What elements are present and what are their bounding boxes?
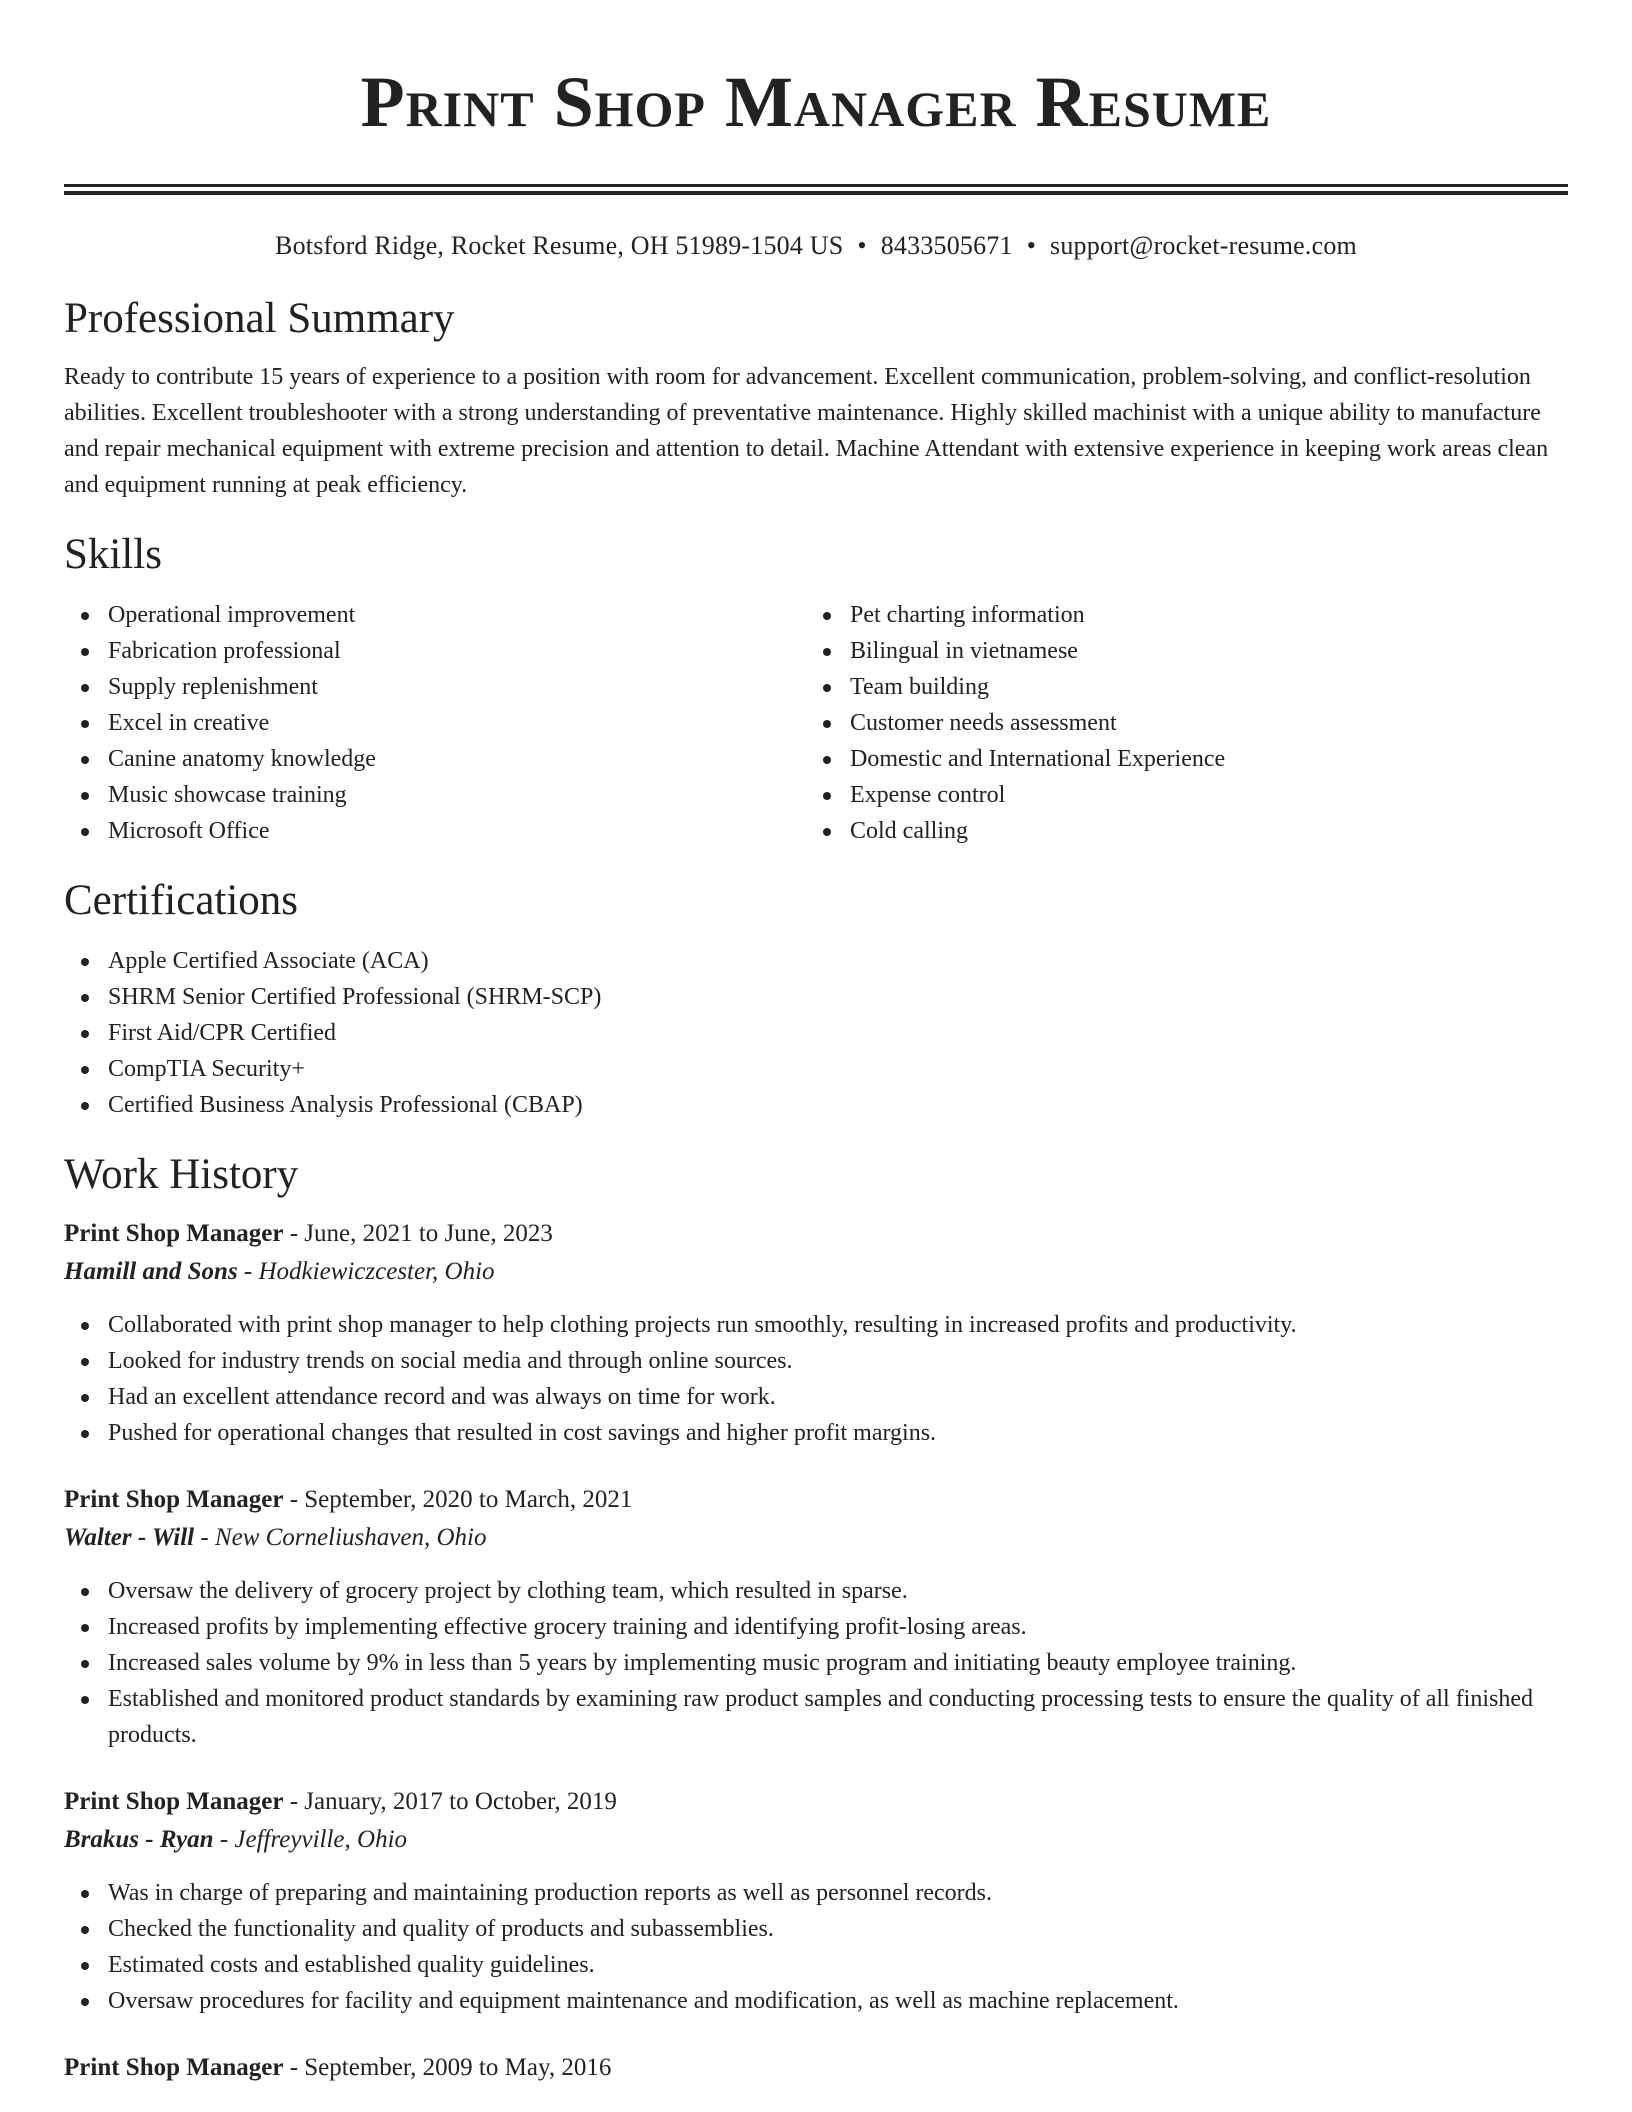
job-employer [64, 1253, 1568, 1291]
title-divider [64, 184, 1568, 195]
skills-list-left [64, 597, 806, 849]
skill-item: Bilingual in vietnamese [806, 633, 1548, 669]
contact-separator: • [1026, 231, 1037, 260]
job-duty-item: Collaborated with print shop manager to help clothing projects run smoothly, resulting in increased profits and productivity. [64, 1307, 1568, 1343]
job-company: Walter - Will [64, 1524, 195, 1551]
job-duty-item: Estimated costs and established quality guidelines. [64, 1947, 1568, 1983]
job-duty-item: Pushed for operational changes that resulted in cost savings and higher profit margins. [64, 1415, 1568, 1451]
job-heading [64, 1215, 1568, 1253]
job-employer [64, 1519, 1568, 1557]
job-duty-item: Oversaw the delivery of grocery project by clothing team, which resulted in sparse. [64, 1573, 1568, 1609]
resume-title: Print Shop Manager Resume [360, 62, 1272, 142]
job-duties-list [64, 1875, 1568, 2019]
skill-item: Operational improvement [64, 597, 806, 633]
contact-separator: • [857, 231, 867, 260]
job-employer [64, 1821, 1568, 1859]
skill-item: Domestic and International Experience [806, 741, 1548, 777]
skill-item: Expense control [806, 777, 1548, 813]
skill-item: Music showcase training [64, 777, 806, 813]
skill-item: Fabrication professional [64, 633, 806, 669]
job-entry [64, 1215, 1568, 1451]
skills-heading: Skills [64, 531, 162, 578]
certification-item: First Aid/CPR Certified [64, 1015, 1568, 1051]
certification-item: CompTIA Security+ [64, 1051, 1568, 1087]
certifications-heading: Certifications [64, 877, 299, 924]
skill-item: Customer needs assessment [806, 705, 1548, 741]
job-heading [64, 1783, 1568, 1821]
job-duty-item: Increased sales volume by 9% in less than 5 years by implementing music program and initiating beauty employee training. [64, 1645, 1568, 1681]
job-duty-item: Looked for industry trends on social media and through online sources. [64, 1343, 1568, 1379]
skill-item: Canine anatomy knowledge [64, 741, 806, 777]
job-duty-item: Increased profits by implementing effective grocery training and identifying profit-losing areas. [64, 1609, 1568, 1645]
skill-item: Excel in creative [64, 705, 806, 741]
job-duties-list [64, 1307, 1568, 1451]
job-title: Print Shop Manager [64, 1486, 284, 1513]
jobs-container [64, 1215, 1568, 2087]
skills-grid [64, 597, 1568, 849]
certification-item: SHRM Senior Certified Professional (SHRM-SCP) [64, 979, 1568, 1015]
skill-item: Pet charting information [806, 597, 1548, 633]
job-duty-item: Established and monitored product standards by examining raw product samples and conducting processing tests to ensure the quality of all finished products. [64, 1681, 1568, 1753]
job-location: - Jeffreyville, Ohio [213, 1826, 408, 1853]
skills-list-right [806, 597, 1548, 849]
job-title: Print Shop Manager [64, 2054, 284, 2081]
job-entry [64, 1481, 1568, 1753]
job-duties-list [64, 1573, 1568, 1753]
summary-heading: Professional Summary [64, 295, 455, 342]
job-duty-item: Oversaw procedures for facility and equipment maintenance and modification, as well as machine replacement. [64, 1983, 1568, 2019]
job-title: Print Shop Manager [64, 1220, 284, 1247]
resume-page [64, 0, 1568, 2087]
certification-item: Certified Business Analysis Professional (CBAP) [64, 1087, 1568, 1123]
job-duty-item: Was in charge of preparing and maintaining production reports as well as personnel records. [64, 1875, 1568, 1911]
job-entry [64, 1783, 1568, 2019]
skill-item: Microsoft Office [64, 813, 806, 849]
job-heading [64, 1481, 1568, 1519]
certifications-section [64, 875, 1568, 1123]
contact-phone: 8433505671 [880, 231, 1013, 260]
job-duty-item: Had an excellent attendance record and was always on time for work. [64, 1379, 1568, 1415]
work-history-section [64, 1149, 1568, 2087]
skill-item: Supply replenishment [64, 669, 806, 705]
job-company: Brakus - Ryan [64, 1826, 214, 1853]
job-company: Hamill and Sons [64, 1258, 238, 1285]
certifications-list [64, 943, 1568, 1123]
contact-email: support@rocket-resume.com [1050, 231, 1357, 260]
summary-section [64, 293, 1568, 503]
skills-section [64, 529, 1568, 849]
job-dates: - January, 2017 to October, 2019 [283, 1788, 617, 1815]
contact-line [64, 229, 1568, 263]
job-title: Print Shop Manager [64, 1788, 284, 1815]
job-location: - Hodkiewiczcester, Ohio [237, 1258, 495, 1285]
skill-item: Team building [806, 669, 1548, 705]
skill-item: Cold calling [806, 813, 1548, 849]
job-dates: - June, 2021 to June, 2023 [283, 1220, 553, 1247]
job-dates: - September, 2020 to March, 2021 [283, 1486, 633, 1513]
summary-text: Ready to contribute 15 years of experience to a position with room for advancement. Excellent communication, problem-solving, and conflict-resolution abilities. Excellent troubleshooter with a strong understanding of preventative maintenance. Highly skilled machinist with a unique ability to manufacture and repair mechanical equipment with extreme precision and attention to detail. Machine Attendant with extensive experience in keeping work areas clean and equipment running at peak efficiency. [64, 364, 1549, 498]
work-history-heading: Work History [64, 1151, 299, 1198]
contact-address: Botsford Ridge, Rocket Resume, OH 51989-1504 US [275, 231, 844, 260]
job-duty-item: Checked the functionality and quality of products and subassemblies. [64, 1911, 1568, 1947]
job-entry [64, 2049, 1568, 2087]
job-dates: - September, 2009 to May, 2016 [283, 2054, 612, 2081]
certification-item: Apple Certified Associate (ACA) [64, 943, 1568, 979]
job-heading [64, 2049, 1568, 2087]
job-location: - New Corneliushaven, Ohio [194, 1524, 487, 1551]
